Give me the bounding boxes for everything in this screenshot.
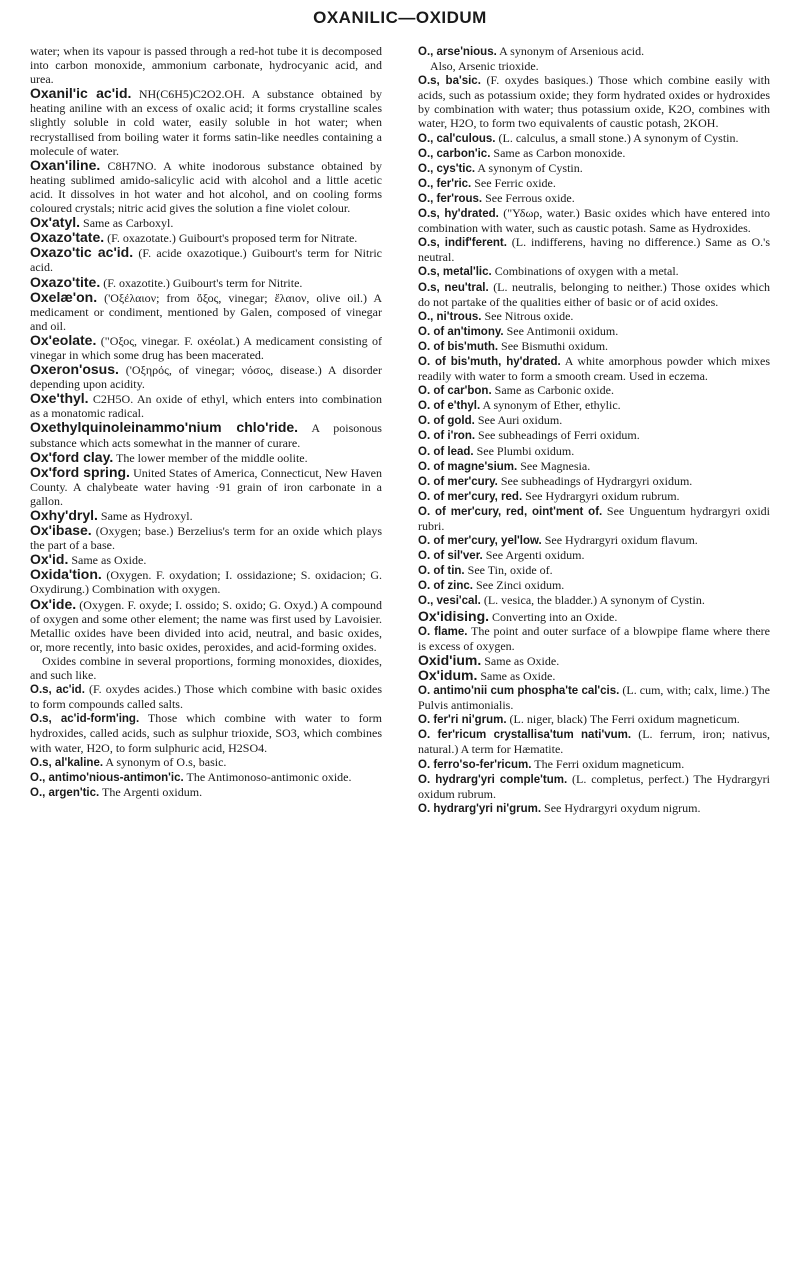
dictionary-entry (30, 333, 382, 362)
entry-headword: O.s, hy'drated. (418, 208, 499, 221)
entry-definition: (L. niger, black) The Ferri oxidum magneticum. (509, 712, 740, 727)
entry-headword: O. hydrarg'yri ni'grum. (418, 802, 542, 815)
entry-headword: Oxelæ'on. (30, 288, 98, 305)
entry-headword: Oxeron'osus. (30, 361, 119, 378)
dictionary-entry (418, 339, 770, 354)
entry-definition: See Plumbi oxidum. (476, 443, 575, 458)
entry-definition: ('Οξηρός, of vinegar; νόσος, disease.) A disorder depending upon acidity. (30, 363, 383, 392)
dictionary-entry (418, 533, 770, 548)
entry-definition: A synonym of Arsenious acid. (499, 44, 645, 58)
entry-definition: A white amorphous powder which mixes readily with water to form a smooth cream. Used in eczema. (418, 353, 770, 384)
dictionary-entry (30, 654, 382, 682)
dictionary-entry (30, 245, 382, 274)
entry-definition: The Antimonoso-antimonic oxide. (186, 769, 352, 784)
dictionary-entry (418, 459, 770, 474)
entry-headword: O. hydrarg'yri comple'tum. (418, 773, 568, 786)
entry-headword: O.s, neu'tral. (418, 281, 489, 294)
entry-definition: ("Οξος, vinegar. F. oxéolat.) A medicament consisting of vinegar in which some drug has been macerated. (30, 333, 383, 362)
entry-headword: O., arse'nious. (418, 46, 497, 58)
dictionary-entry (418, 73, 770, 130)
dictionary-entry (30, 770, 382, 785)
entry-definition: The point and outer surface of a blowpipe flame where there is excess of oxygen. (418, 623, 770, 653)
dictionary-entry (30, 86, 382, 157)
entry-definition: See Zinci oxidum. (475, 578, 565, 593)
dictionary-entry (418, 668, 770, 683)
entry-definition: Oxides combine in several proportions, forming monoxides, dioxides, and such like. (30, 653, 382, 683)
entry-headword: O. of magne'sium. (418, 460, 518, 473)
entry-headword: O. of bis'muth. (418, 340, 499, 353)
entry-headword: O., antimo'nious-antimon'ic. (30, 771, 184, 784)
entry-headword: Oxazo'tite. (30, 273, 101, 290)
dictionary-entry (30, 290, 382, 333)
entry-headword: O. flame. (418, 625, 468, 638)
entry-headword: O.s, indif'ferent. (418, 237, 507, 250)
entry-definition: Converting into an Oxide. (492, 609, 618, 624)
entry-headword: Oxe'thyl. (30, 390, 89, 407)
entry-definition: (L. neutralis, belonging to neither.) Those oxides which do not partake of the qualities either of basic or of acid oxides. (418, 279, 771, 309)
dictionary-entry (418, 474, 770, 489)
dictionary-entry (30, 523, 382, 552)
dictionary-entry (418, 444, 770, 459)
right-column (418, 44, 770, 816)
entry-definition: NH(C6H5)C2O2.OH. A substance obtained by heating aniline with an excess of oxalic acid; it forms crystalline scales slightly soluble in cold water, easily soluble in hot water; when recrystallised from boiling water it forms satin-like needles containing a molecule of water. (30, 87, 383, 158)
page-header: OXANILIC—OXIDUM (313, 8, 487, 27)
entry-headword: O. of zinc. (418, 580, 473, 593)
dictionary-entry (30, 450, 382, 465)
entry-headword: Oxhy'dryl. (30, 507, 98, 523)
entry-headword: O., carbon'ic. (418, 147, 491, 160)
dictionary-entry (30, 597, 382, 654)
entry-headword: Oxazo'tic ac'id. (30, 244, 134, 261)
entry-definition: See Unguentum hydrargyri oxidi rubri. (418, 503, 770, 533)
entry-definition: (L. vesica, the bladder.) A synonym of Cystin. (483, 593, 705, 608)
entry-definition: (L. calculus, a small stone.) A synonym of Cystin. (498, 130, 739, 145)
entry-definition: Same as Carbonic oxide. (494, 383, 614, 398)
dictionary-entry (418, 653, 770, 668)
entry-headword: Ox'ford clay. (30, 448, 114, 465)
dictionary-entry (418, 44, 770, 59)
entry-definition: See subheadings of Hydrargyri oxidum. (500, 473, 693, 488)
entry-headword: O. of car'bon. (418, 385, 492, 398)
entry-headword: Ox'ford spring. (30, 463, 130, 480)
entry-headword: Oxanil'ic ac'id. (30, 85, 132, 102)
entry-definition: (L. cum, with; calx, lime.) The Pulvis antimonialis. (418, 683, 771, 713)
dictionary-entry (418, 757, 770, 772)
entry-headword: O. of mer'cury. (418, 475, 498, 488)
entry-headword: O., vesi'cal. (418, 595, 481, 608)
entry-definition: A synonym of Cystin. (477, 160, 583, 175)
dictionary-entry (418, 727, 770, 756)
dictionary-entry (30, 230, 382, 245)
dictionary-entry (30, 158, 382, 215)
entry-definition: United States of America, Connecticut, New Haven County. A chalybeate water having ·91 grain of iron carbonate in a gallon. (30, 465, 382, 508)
entry-headword: Oxid'ium. (418, 651, 482, 668)
entry-headword: O., fer'ric. (418, 177, 472, 190)
entry-definition: See Hydrargyri oxidum flavum. (544, 533, 698, 548)
dictionary-entry (30, 567, 382, 596)
entry-headword: O. of tin. (418, 565, 465, 578)
entry-definition: See Ferrous oxide. (485, 190, 575, 205)
entry-definition: See Antimonii oxidum. (506, 323, 619, 338)
dictionary-entry (418, 235, 770, 264)
entry-headword: O. of bis'muth, hy'drated. (418, 355, 561, 368)
dictionary-entry (418, 324, 770, 339)
dictionary-entry (30, 215, 382, 230)
entry-definition: The Ferri oxidum magneticum. (534, 756, 685, 771)
entry-definition: Combinations of oxygen with a metal. (494, 264, 679, 279)
entry-headword: O.s, ba'sic. (418, 75, 481, 88)
dictionary-entry (418, 593, 770, 608)
entry-definition: (L. ferrum, iron; nativus, natural.) A term for Hæmatite. (418, 727, 771, 757)
entry-definition: See Auri oxidum. (477, 413, 563, 428)
entry-headword: O. of sil'ver. (418, 550, 483, 563)
entry-headword: O. fer'ricum crystallisa'tum nati'vum. (418, 729, 632, 742)
entry-definition: Same as Carbon monoxide. (493, 145, 626, 160)
entry-headword: O. antimo'nii cum phospha'te cal'cis. (418, 685, 620, 698)
entry-headword: Ox'ibase. (30, 522, 92, 539)
entry-headword: O., cys'tic. (418, 162, 476, 175)
dictionary-entry (418, 59, 770, 73)
entry-definition: A synonym of O.s, basic. (105, 754, 227, 769)
entry-definition: (F. oxazotite.) Guibourt's term for Nitrite. (103, 275, 303, 290)
entry-headword: Ox'atyl. (30, 214, 81, 231)
entry-definition: See Argenti oxidum. (485, 548, 585, 563)
entry-definition: Same as Oxide. (484, 653, 560, 668)
entry-headword: Oxethylquinoleinammo'nium chlo'ride. (30, 419, 299, 436)
dictionary-entry (418, 428, 770, 443)
dictionary-entry (30, 755, 382, 770)
entry-definition: See Hydrargyri oxidum rubrum. (525, 488, 680, 503)
entry-definition: (Oxygen. F. oxydation; I. ossidazione; S. oxidacion; G. Oxydirung.) Combination with oxygen. (30, 568, 382, 597)
entry-headword: Ox'idising. (418, 607, 490, 624)
dictionary-entry (30, 44, 382, 86)
entry-headword: Ox'idum. (418, 666, 478, 683)
entry-definition: Same as Carboxyl. (83, 216, 174, 231)
entry-definition: Those which combine with water to form hydroxides, called acids, such as sulphur trioxide, SO3, which combines with water, H2O, to form sulphuric acid, H2SO4. (30, 711, 382, 755)
entry-definition: See Tin, oxide of. (467, 563, 553, 578)
dictionary-entry (418, 146, 770, 161)
dictionary-entry (418, 398, 770, 413)
entry-definition: The lower member of the middle oolite. (116, 450, 308, 465)
dictionary-entry (30, 420, 382, 449)
dictionary-entry (418, 206, 770, 235)
dictionary-entry (418, 683, 770, 712)
entry-headword: O., argen'tic. (30, 786, 100, 799)
dictionary-entry (418, 489, 770, 504)
dictionary-entry (418, 309, 770, 324)
dictionary-entry (418, 383, 770, 398)
dictionary-entry (418, 624, 770, 653)
entry-definition: See Magnesia. (520, 458, 591, 473)
dictionary-entry (30, 465, 382, 508)
dictionary-entry (418, 161, 770, 176)
entry-headword: Ox'ide. (30, 595, 77, 612)
dictionary-entry (30, 711, 382, 754)
entry-definition: (F. oxydes basiques.) Those which combine easily with acids, such as potassium oxide; they form hydrated oxides or hydroxides by combination with water; thus potassium oxide, K2O, combines with water, H2O, to form two equivalents of caustic potash, 2KOH. (418, 73, 770, 131)
dictionary-entry (418, 354, 770, 383)
entry-definition: A poisonous substance which acts somewhat in the manner of curare. (30, 421, 382, 450)
dictionary-entry (418, 131, 770, 146)
entry-definition: water; when its vapour is passed through a red-hot tube it is decomposed into carbon monoxide, ammonium carbonate, hydrocyanic acid, and urea. (30, 44, 382, 87)
entry-definition: See Ferric oxide. (474, 175, 556, 190)
dictionary-entry (418, 563, 770, 578)
entry-definition: (L. indifferens, having no difference.) Same as O.'s neutral. (418, 235, 771, 265)
left-column (30, 44, 382, 800)
dictionary-entry (418, 176, 770, 191)
entry-definition: A synonym of Ether, ethylic. (482, 398, 621, 413)
entry-headword: O.s, ac'id-form'ing. (30, 713, 140, 726)
entry-headword: O. of mer'cury, red. (418, 490, 523, 503)
entry-headword: O. of lead. (418, 445, 474, 458)
entry-headword: O., cal'culous. (418, 132, 496, 145)
entry-headword: Oxida'tion. (30, 566, 102, 583)
entry-definition: Same as Oxide. (71, 553, 147, 568)
dictionary-entry (418, 801, 770, 816)
entry-definition: (F. oxydes acides.) Those which combine with basic oxides to form compounds called salts. (30, 682, 383, 712)
entry-definition: Same as Hydroxyl. (100, 509, 193, 523)
entry-headword: O. of an'timony. (418, 325, 504, 338)
dictionary-entry (418, 548, 770, 563)
dictionary-entry (418, 191, 770, 206)
entry-headword: O.s, metal'lic. (418, 266, 492, 279)
entry-definition: ('Οξέλαιον; from ὄξος, vinegar; ἔλαιον, olive oil.) A medicament or condiment, mentioned by Galen, composed of vinegar and oil. (30, 290, 382, 333)
entry-headword: Ox'eolate. (30, 331, 97, 348)
dictionary-entry (418, 504, 770, 533)
dictionary-entry (418, 712, 770, 727)
dictionary-entry (418, 280, 770, 309)
entry-headword: O., fer'rous. (418, 192, 483, 205)
dictionary-entry (30, 552, 382, 567)
dictionary-entry (30, 785, 382, 800)
entry-definition: C2H5O. An oxide of ethyl, which enters into combination as a monatomic radical. (30, 392, 383, 421)
entry-definition: (Oxygen. F. oxyde; I. ossido; S. oxido; G. Oxyd.) A compound of oxygen and some other element; the name was first used by Lavoisier. Metallic oxides have been divided into acid, neutral, and basic oxides, or, more recently, into basic oxides, peroxides, and acid-forming oxides. (30, 597, 382, 654)
entry-headword: Oxazo'tate. (30, 229, 105, 246)
entry-headword: O. of e'thyl. (418, 400, 481, 413)
entry-headword: O.s, al'kaline. (30, 756, 104, 769)
dictionary-entry (30, 682, 382, 711)
entry-definition: See Bismuthi oxidum. (501, 338, 609, 353)
entry-headword: O. fer'ri ni'grum. (418, 714, 507, 727)
entry-headword: O. of mer'cury, yel'low. (418, 535, 542, 548)
entry-definition: See Nitrous oxide. (484, 308, 574, 323)
entry-definition: See Hydrargyri oxydum nigrum. (544, 800, 701, 815)
dictionary-entry (30, 362, 382, 391)
dictionary-entry (418, 772, 770, 801)
dictionary-entry (30, 275, 382, 290)
entry-definition: ("Υδωρ, water.) Basic oxides which have entered into combination with water, such as caustic potash. Same as Hydroxides. (418, 206, 771, 236)
entry-definition: Same as Oxide. (480, 668, 556, 683)
entry-definition: The Argenti oxidum. (102, 784, 203, 799)
entry-headword: O. of gold. (418, 415, 475, 428)
entry-headword: Oxan'iline. (30, 156, 101, 173)
entry-headword: O. of i'ron. (418, 430, 476, 443)
dictionary-entry (30, 391, 382, 420)
entry-headword: O. ferro'so-fer'ricum. (418, 758, 532, 771)
entry-definition: C8H7NO. A white inodorous substance obtained by heating sublimed amido-salicylic acid with alcohol and a little acetic acid. It dissolves in hot water and hot alcohol, and on cooling forms coloured crystals; nitric acid gives the solution a fine violet colour. (30, 158, 383, 216)
entry-definition: (L. completus, perfect.) The Hydrargyri oxidum rubrum. (418, 771, 770, 801)
entry-definition: Also, Arsenic trioxide. (430, 59, 539, 74)
entry-definition: (F. acide oxazotique.) Guibourt's term for Nitric acid. (30, 246, 382, 275)
entry-definition: See subheadings of Ferri oxidum. (478, 428, 640, 443)
entry-headword: O.s, ac'id. (30, 684, 85, 697)
entry-definition: (Oxygen; base.) Berzelius's term for an oxide which plays the part of a base. (30, 524, 383, 553)
dictionary-entry (418, 264, 770, 279)
dictionary-entry (418, 609, 770, 624)
dictionary-entry (418, 578, 770, 593)
entry-definition: (F. oxazotate.) Guibourt's proposed term for Nitrate. (107, 231, 358, 246)
entry-headword: O. of mer'cury, red, oint'ment of. (418, 505, 603, 518)
entry-headword: Ox'id. (30, 551, 69, 568)
dictionary-entry (418, 413, 770, 428)
entry-headword: O., ni'trous. (418, 310, 482, 323)
dictionary-entry (30, 508, 382, 523)
